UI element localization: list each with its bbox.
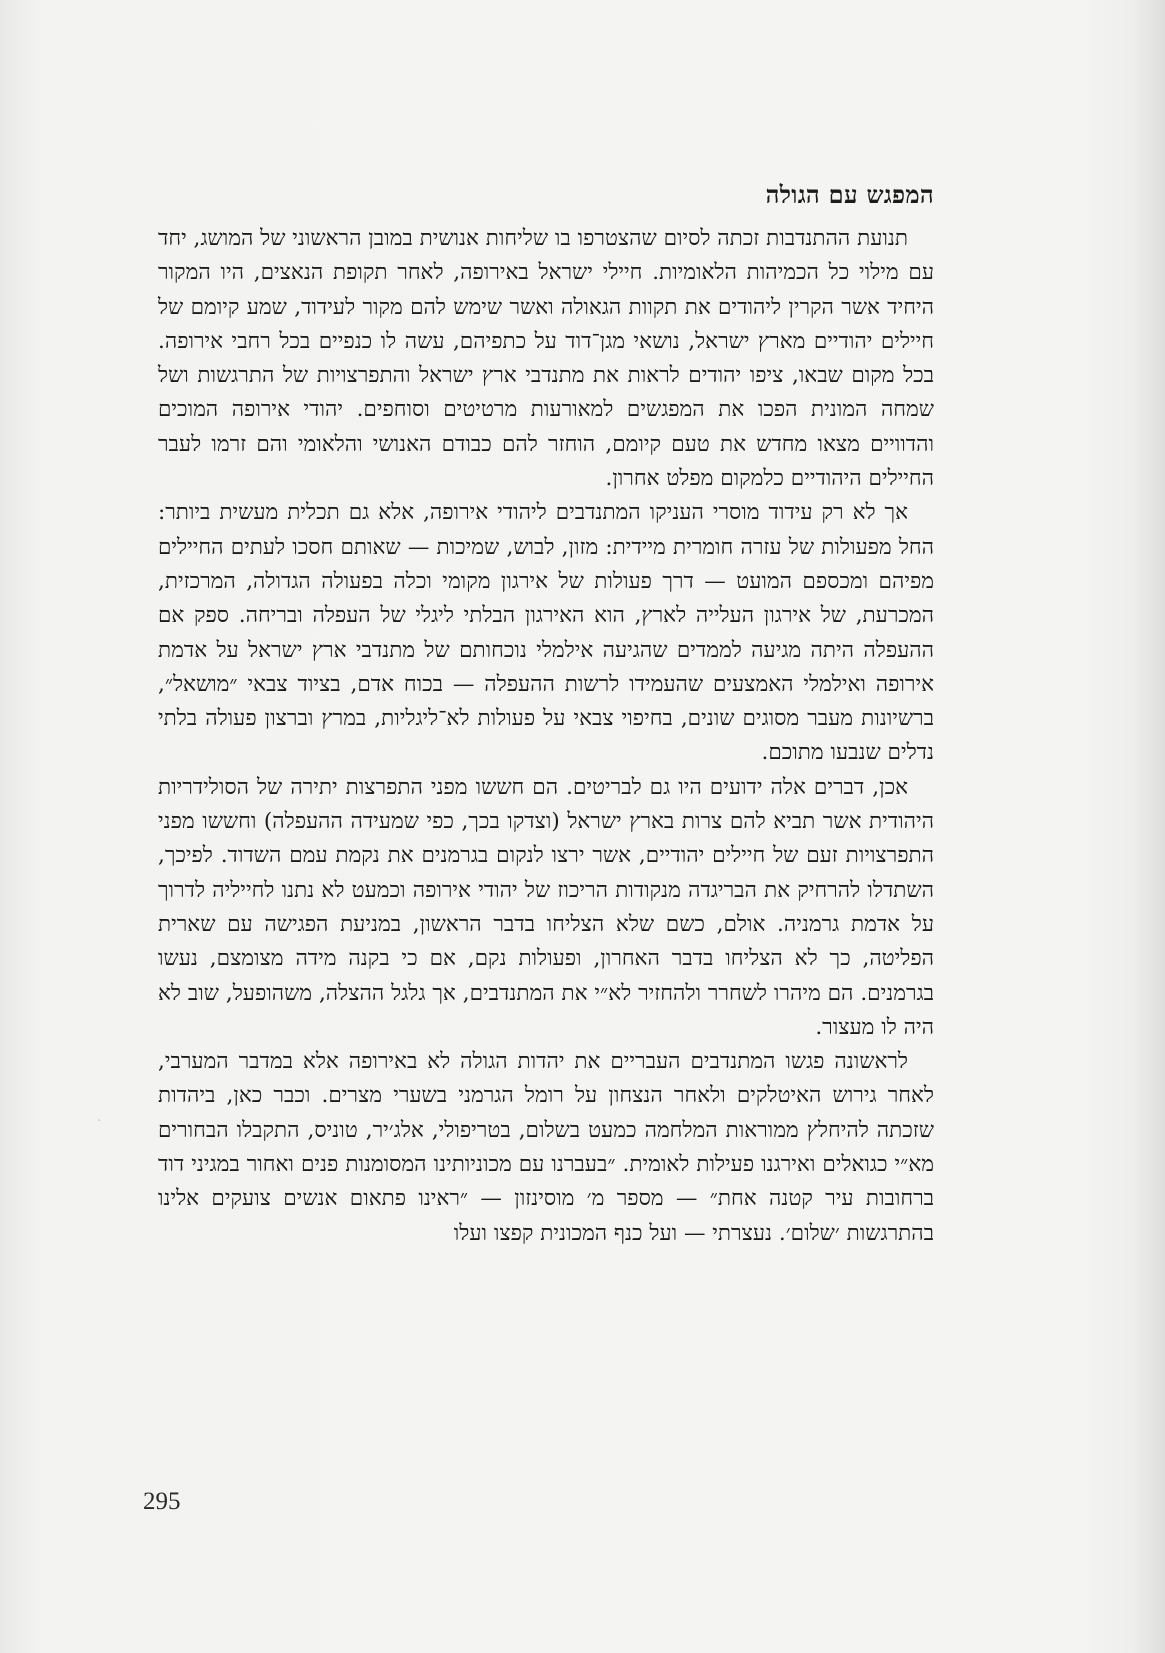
- page-edge-shadow: [1131, 0, 1165, 1653]
- paragraph-1: תנועת ההתנדבות זכתה לסיום שהצטרפו בו שליחות אנושית במובן הראשוני של המושג, יחד עם מילוי כל הכמיהות הלאומיות. חיילי ישראל באירופה, לאחר תקופת הנאצים, היו המקור היחיד אשר הקרין ליהודים את תקוות הגאולה ואשר שימש להם מקור לעידוד, שמע קיומם של חיילים יהודיים מארץ ישראל, נושאי מגן־דוד על כתפיהם, עשה לו כנפיים בכל רחבי אירופה. בכל מקום שבאו, ציפו יהודים לראות את מתנדבי ארץ ישראל והתפרצויות של התרגשות ושל שמחה המונית הפכו את המפגשים למאורעות מרטיטים וסוחפים. יהודי אירופה המוכים והדוויים מצאו מחדש את טעם קיומם, הוחזר להם כבודם האנושי והלאומי והם זרמו לעבר החיילים היהודיים כלמקום מפלט אחרון.: [158, 226, 935, 492]
- paragraph-2: אך לא רק עידוד מוסרי העניקו המתנדבים ליהודי אירופה, אלא גם תכלית מעשית ביותר: החל מפעולות של עזרה חומרית מיידית: מזון, לבוש, שמיכות — שאותם חסכו לעתים החיילים מפיהם ומכספם המועט — דרך פעולות של אירגון מקומי וכלה בפעולה הגדולה, המרכזית, המכרעת, של אירגון העלייה לארץ, הוא האירגון הבלתי ליגלי של העפלה ובריחה. ספק אם ההעפלה היתה מגיעה לממדים שהגיעה אילמלי נוכחותם של מתנדבי ארץ ישראל על אדמת אירופה ואילמלי האמצעים שהעמידו לרשות ההעפלה — בכוח אדם, בציוד צבאי ״מושאל״, ברשיונות מעבר מסוגים שונים, בחיפוי צבאי על פעולות לא־ליגליות, במרץ וברצון פעולה בלתי נדלים שנבעו מתוכם.: [158, 500, 934, 766]
- paragraph-4: לראשונה פגשו המתנדבים העבריים את יהדות הגולה לא באירופה אלא במדבר המערבי, לאחר גירוש האיטלקים ולאחר הנצחון על רומל הגרמני בשערי מצרים. וכבר כאן, ביהדות שזכתה להיחלץ ממוראות המלחמה כמעט בשלום, בטריפולי, אלג׳יר, טוניס, התקבלו הבחורים מא״י כגואלים ואירגנו פעילות לאומית. ״בעברנו עם מכוניותינו המסומנות פנים ואחור במגיני דוד ברחובות עיר קטנה אחת״ — מספר מ׳ מוסינזון — ״ראינו פתאום אנשים צועקים אלינו בהתרגשות ׳שלום׳. נעצרתי — ועל כנף המכונית קפצו ועלו: [158, 1049, 934, 1246]
- text-block: [158, 178, 934, 1251]
- section-title: המפגש עם הגולה: [765, 180, 934, 209]
- page-number: 295: [143, 1488, 181, 1515]
- paragraph-3: אכן, דברים אלה ידועים היו גם לבריטים. הם חששו מפני התפרצות יתירה של הסולידריות היהודית אשר תביא להם צרות בארץ ישראל (וצדקו בכך, כפי שמעידה ההעפלה) וחששו מפני התפרצויות זעם של חיילים יהודיים, אשר ירצו לנקום בגרמנים את נקמת עמם השדוד. לפיכך, השתדלו להרחיק את הבריגדה מנקודות הריכוז של יהודי אירופה וכמעט לא נתנו לחייליה לדרוך על אדמת גרמניה. אולם, כשם שלא הצליחו בדבר הראשון, במניעת הפגישה עם שארית הפליטה, כך לא הצליחו בדבר האחרון, ופעולות נקם, אם כי בקנה מידה מצומצם, נעשו בגרמנים. הם מיהרו לשחרר ולהחזיר לא״י את המתנדבים, אך גלגל ההצלה, משהופעל, שוב לא היה לו מעצור.: [158, 774, 934, 1040]
- scan-speck-icon: ·: [97, 1113, 102, 1129]
